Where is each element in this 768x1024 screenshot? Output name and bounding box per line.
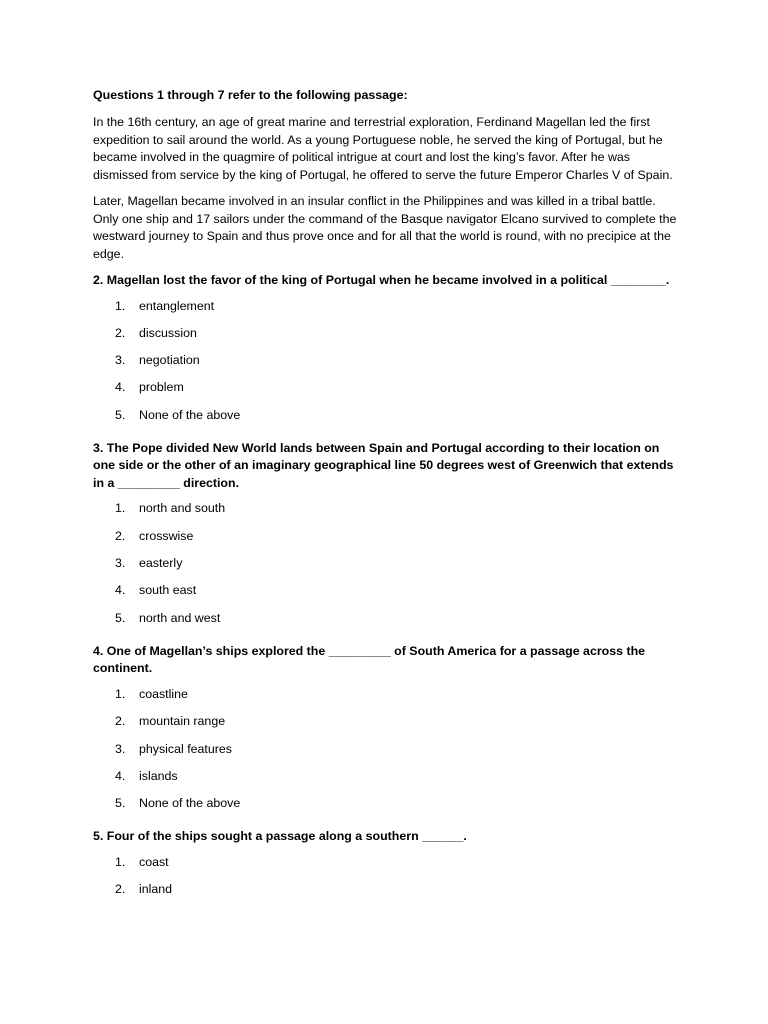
option-text: coast (139, 854, 169, 869)
option-text: north and west (139, 610, 221, 625)
passage-heading: Questions 1 through 7 refer to the following passage: (93, 88, 408, 102)
question-3-option-5 (93, 610, 678, 637)
option-number: 1. (115, 298, 126, 313)
question-2-text: 2. Magellan lost the favor of the king of Portugal when he became involved in a political ________. (93, 273, 670, 287)
question-4-text: 4. One of Magellan’s ships explored the _________ of South America for a passage across the continent. (93, 643, 646, 676)
question-2-option-3 (93, 352, 678, 379)
option-text: inland (139, 882, 173, 897)
option-text: negotiation (139, 353, 200, 368)
option-number: 5. (115, 610, 126, 625)
question-2-option-1 (93, 298, 678, 325)
option-number: 2. (115, 528, 126, 543)
option-number: 4. (115, 768, 126, 783)
option-number: 4. (115, 380, 126, 395)
option-number: 2. (115, 882, 126, 897)
question-2-options (93, 298, 678, 434)
question-3-text: 3. The Pope divided New World lands between Spain and Portugal according to their location on one side or the other of an imaginary geographical line 50 degrees west of Greenwich that extends in a _________ direction. (93, 440, 674, 490)
option-text: easterly (139, 556, 183, 571)
option-text: problem (139, 380, 184, 395)
option-text: south east (139, 583, 197, 598)
option-text: north and south (139, 501, 226, 516)
passage-paragraph-2: Later, Magellan became involved in an insular conflict in the Philippines and was killed in a tribal battle. Only one ship and 17 sailors under the command of the Basque navigator Elcano survived to complete the westward journey to Spain and thus prove once and for all that the world is round, with no precipice at the edge. (93, 194, 677, 261)
option-number: 5. (115, 407, 126, 422)
question-4-options (93, 686, 678, 822)
passage-paragraph-1: In the 16th century, an age of great marine and terrestrial exploration, Ferdinand Magellan led the first expedition to sail around the world. As a young Portuguese noble, he served the king of Portugal, but he became involved in the quagmire of political intrigue at court and lost the king’s favor. After he was dismissed from service by the king of Portugal, he offered to serve the future Emperor Charles V of Spain. (93, 115, 673, 182)
question-3-option-2 (93, 528, 678, 555)
option-number: 3. (115, 741, 126, 756)
question-4-option-3 (93, 741, 678, 768)
option-text: crosswise (139, 528, 194, 543)
question-2-option-5 (93, 407, 678, 434)
option-number: 5. (115, 796, 126, 811)
question-3-option-1 (93, 500, 678, 527)
question-2-option-4 (93, 379, 678, 406)
question-3-options (93, 500, 678, 636)
option-text: entanglement (139, 298, 215, 313)
option-text: physical features (139, 741, 232, 756)
option-text: discussion (139, 325, 197, 340)
option-number: 1. (115, 501, 126, 516)
option-text: None of the above (139, 796, 241, 811)
question-4-option-4 (93, 768, 678, 795)
question-5-options (93, 854, 678, 909)
question-5-option-2 (93, 881, 678, 908)
option-text: None of the above (139, 407, 241, 422)
option-number: 1. (115, 854, 126, 869)
question-4-option-2 (93, 713, 678, 740)
question-5-text: 5. Four of the ships sought a passage along a southern ______. (93, 829, 467, 844)
option-number: 3. (115, 556, 126, 571)
option-number: 3. (115, 353, 126, 368)
question-2-option-2 (93, 325, 678, 352)
option-number: 2. (115, 714, 126, 729)
question-3-option-3 (93, 555, 678, 582)
question-3-option-4 (93, 582, 678, 609)
option-number: 4. (115, 583, 126, 598)
option-number: 2. (115, 325, 126, 340)
question-5-option-1 (93, 854, 678, 881)
option-text: coastline (139, 686, 188, 701)
option-text: islands (139, 768, 178, 783)
option-text: mountain range (139, 714, 226, 729)
question-4-option-1 (93, 686, 678, 713)
question-4-option-5 (93, 795, 678, 822)
option-number: 1. (115, 686, 126, 701)
